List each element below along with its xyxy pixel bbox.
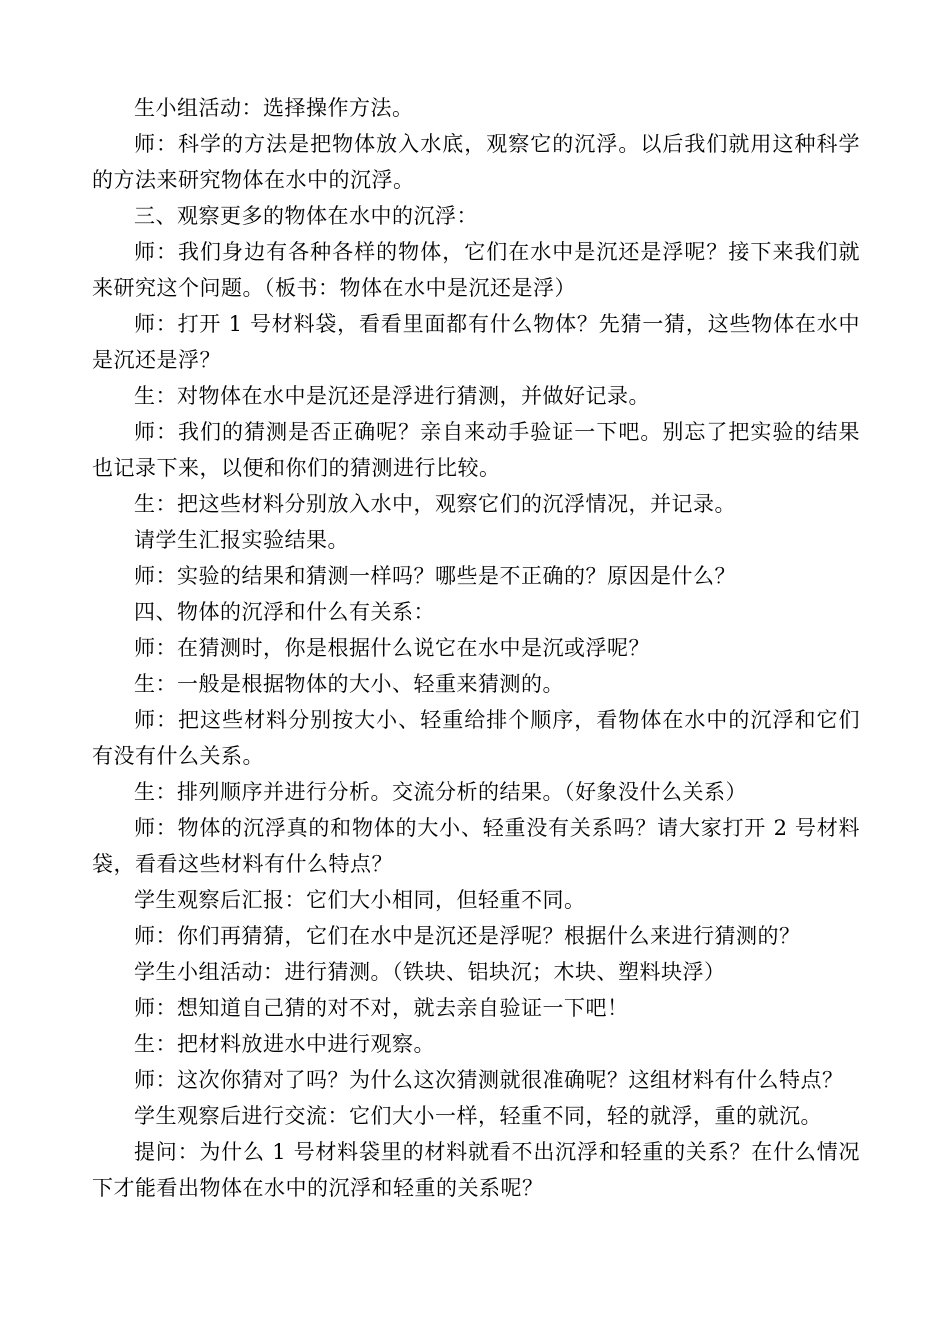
paragraph: 生：排列顺序并进行分析。交流分析的结果。（好象没什么关系） [134, 780, 747, 804]
paragraph: 学生小组活动：进行猜测。（铁块、铝块沉；木块、塑料块浮） [134, 960, 726, 984]
section-heading: 四、物体的沉浮和什么有关系： [134, 600, 435, 624]
paragraph: 师：我们的猜测是否正确呢？亲自来动手验证一下吧。别忘了把实验的结果也记录下来，以便和你们的猜测进行比较。 [92, 420, 860, 480]
paragraph: 师：这次你猜对了吗？为什么这次猜测就很准确呢？这组材料有什么特点？ [134, 1068, 844, 1092]
paragraph: 生：对物体在水中是沉还是浮进行猜测，并做好记录。 [134, 384, 650, 408]
paragraph: 生：一般是根据物体的大小、轻重来猜测的。 [134, 672, 564, 696]
section-heading: 三、观察更多的物体在水中的沉浮： [134, 204, 478, 228]
paragraph: 请学生汇报实验结果。 [134, 528, 349, 552]
paragraph: 师：想知道自己猜的对不对，就去亲自验证一下吧！ [134, 996, 629, 1020]
paragraph: 师：科学的方法是把物体放入水底，观察它的沉浮。以后我们就用这种科学的方法来研究物体在水中的沉浮。 [92, 132, 860, 192]
paragraph: 师：物体的沉浮真的和物体的大小、轻重没有关系吗？请大家打开 2 号材料袋，看看这些材料有什么特点？ [92, 816, 860, 876]
paragraph: 生：把这些材料分别放入水中，观察它们的沉浮情况，并记录。 [134, 492, 736, 516]
document-body [92, 90, 860, 1206]
paragraph: 提问：为什么 1 号材料袋里的材料就看不出沉浮和轻重的关系？在什么情况下才能看出物体在水中的沉浮和轻重的关系呢？ [92, 1140, 860, 1200]
paragraph: 师：我们身边有各种各样的物体，它们在水中是沉还是浮呢？接下来我们就来研究这个问题。（板书：物体在水中是沉还是浮） [92, 240, 860, 300]
paragraph: 师：实验的结果和猜测一样吗？哪些是不正确的？原因是什么？ [134, 564, 736, 588]
paragraph: 师：把这些材料分别按大小、轻重给排个顺序，看物体在水中的沉浮和它们有没有什么关系。 [92, 708, 860, 768]
paragraph: 师：你们再猜猜，它们在水中是沉还是浮呢？根据什么来进行猜测的？ [134, 924, 801, 948]
paragraph: 学生观察后进行交流：它们大小一样，轻重不同，轻的就浮，重的就沉。 [134, 1104, 822, 1128]
paragraph: 生小组活动：选择操作方法。 [134, 96, 414, 120]
paragraph: 生：把材料放进水中进行观察。 [134, 1032, 435, 1056]
paragraph: 师：在猜测时，你是根据什么说它在水中是沉或浮呢？ [134, 636, 650, 660]
paragraph: 学生观察后汇报：它们大小相同，但轻重不同。 [134, 888, 586, 912]
paragraph: 师：打开 1 号材料袋，看看里面都有什么物体？先猜一猜，这些物体在水中是沉还是浮？ [92, 312, 860, 372]
